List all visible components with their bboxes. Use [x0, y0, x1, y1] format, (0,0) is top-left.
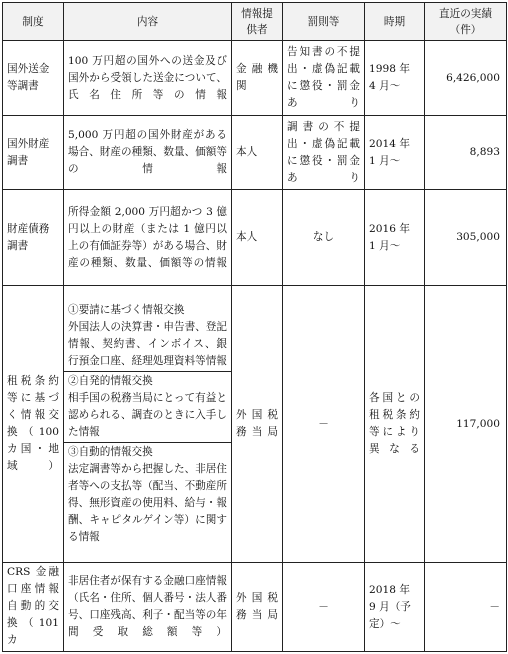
header-jisseki [425, 3, 507, 41]
cell-teikyousha: 外国税務当局 [232, 286, 283, 563]
sub-item-title: ②自発的情報交換 [68, 375, 153, 387]
cell-jiki: 各国との租税条約等により異なる [365, 286, 425, 563]
cell-jisseki: 305,000 [425, 190, 507, 286]
header-seido: 制度 [3, 3, 64, 41]
cell-seido: 国外財産調書 [3, 116, 64, 190]
cell-seido: 国外送金等調書 [3, 41, 64, 116]
cell-jiki: 2016 年 1 月～ [365, 190, 425, 286]
header-row [3, 3, 507, 41]
cell-seido: 租税条約等に基づく情報交換（100 カ国・地域） [3, 286, 64, 563]
header-bassoku: 罰則等 [283, 3, 365, 41]
cell-teikyousha: 外国税務当局 [232, 563, 283, 652]
cell-jiki: 2018 年 9 月（予定）～ [365, 563, 425, 652]
table-row [3, 190, 507, 286]
cell-naiyou: 非居住者が保有する金融口座情報（氏名・住所、個人番号・法人番号、口座残高、利子・配当等の年間受取総額等） [64, 563, 232, 652]
table-row [3, 116, 507, 190]
information-table [2, 2, 507, 652]
header-teikyousha: 情報提供者 [232, 3, 283, 41]
sub-item-title: ①要請に基づく情報交換 [68, 304, 185, 316]
sub-item-title: ③自動的情報交換 [68, 446, 153, 458]
sub-item-body: 法定調書等から把握した、非居住者等への支払等（配当、不動産所得、無形資産の使用料、給与・報酬、キャピタルゲイン等）に関する情報 [68, 463, 227, 543]
cell-seido: CRS 金融口座情報自動的交換（101 カ [3, 563, 64, 652]
cell-jisseki: 6,426,000 [425, 41, 507, 116]
cell-teikyousha: 金融機関 [232, 41, 283, 116]
header-jisseki-line2: （件） [449, 23, 482, 36]
cell-bassoku: 告知書の不提出・虚偽記載に懲役・罰金あり [283, 41, 365, 116]
cell-bassoku: － [283, 563, 365, 652]
sub-item [64, 372, 231, 443]
cell-bassoku: なし [283, 190, 365, 286]
cell-bassoku: － [283, 286, 365, 563]
header-jisseki-line1: 直近の実績 [439, 7, 492, 20]
cell-seido: 財産債務調書 [3, 190, 64, 286]
header-naiyou: 内容 [64, 3, 232, 41]
cell-teikyousha: 本人 [232, 190, 283, 286]
sub-item-body: 外国法人の決算書・申告書、登記情報、契約書、インボイス、銀行預金口座、経理処理資料等情報 [68, 321, 227, 367]
table-row [3, 563, 507, 652]
cell-jisseki: － [425, 563, 507, 652]
cell-naiyou: 所得金額 2,000 万円超かつ 3 億円以上の財産（または 1 億円以上の有価証券等）がある場合、財産の種類、数量、価額等の情報 [64, 190, 232, 286]
cell-jisseki: 8,893 [425, 116, 507, 190]
cell-jiki: 2014 年 1 月～ [365, 116, 425, 190]
cell-jiki: 1998 年 4 月～ [365, 41, 425, 116]
cell-naiyou-group [64, 286, 232, 563]
header-jiki: 時期 [365, 3, 425, 41]
cell-jisseki: 117,000 [425, 286, 507, 563]
cell-bassoku: 調書の不提出・虚偽記載に懲役・罰金あり [283, 116, 365, 190]
cell-teikyousha: 本人 [232, 116, 283, 190]
sub-item-body: 相手国の税務当局にとって有益と認められる、調査のときに入手した情報 [68, 392, 227, 438]
sub-item [64, 443, 231, 547]
cell-naiyou: 100 万円超の国外への送金及び国外から受領した送金について、氏名住所等の情報 [64, 41, 232, 116]
sub-item [64, 301, 231, 372]
table-row [3, 41, 507, 116]
cell-naiyou: 5,000 万円超の国外財産がある場合、財産の種類、数量、価額等の情報 [64, 116, 232, 190]
table-row [3, 286, 507, 563]
